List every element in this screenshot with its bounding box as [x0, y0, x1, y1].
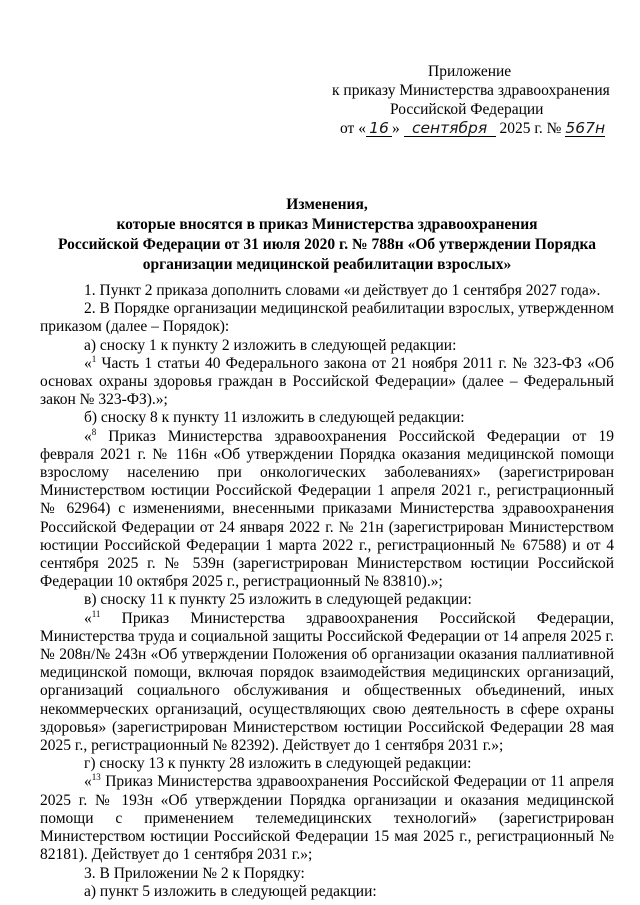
appendix-label: Приложение — [428, 63, 512, 80]
document-body — [40, 282, 614, 901]
paragraph-footnote-13 — [40, 773, 614, 864]
paragraph-footnote-1 — [40, 355, 614, 410]
footnote-1-text: Часть 1 статьи 40 Федерального закона от 21 ноября 2011 г. № 323-ФЗ «Об основах охраны здоровья граждан в Российской Федерации» (далее – Федеральный закон № 323-ФЗ).»; — [40, 354, 614, 409]
date-mid: » — [391, 120, 404, 137]
paragraph-footnote-11 — [40, 610, 614, 756]
paragraph-footnote-8 — [40, 428, 614, 592]
quote-open: « — [84, 427, 92, 445]
title-line-2: которые вносятся в приказ Министерства здравоохранения — [116, 216, 538, 233]
title-line-3: Российской Федерации от 31 июля 2020 г. № 788н «Об утверждении Порядка — [58, 236, 596, 253]
appendix-header — [322, 62, 622, 138]
footnote-8-text: Приказ Министерства здравоохранения Российской Федерации от 19 февраля 2021 г. № 116н «Об утверждении Порядка оказания медицинской помощи взрослому населению при онкологических заболеваниях» (зарегистрирован Министерством юстиции Российской Федерации 1 апреля 2021 г., регистрационный № 62964) с изменениями, внесенными приказами Министерства здравоохранения Российской Федерации от 24 января 2022 г. № 21н (зарегистрирован Министерством юстиции Российской Федерации 1 марта 2022 г., регистрационный № 67588) и от 4 сентября 2025 г. № 539н (зарегистрирован Министерством юстиции Российской Федерации 10 октября 2025 г., регистрационный № 83810).»; — [40, 427, 614, 591]
title-line-1: Изменения, — [286, 196, 368, 213]
appendix-order-ref: к приказу Министерства здравоохранения — [332, 82, 610, 99]
paragraph-7: в) сноску 11 к пункту 25 изложить в следующей редакции: — [84, 591, 472, 609]
handwritten-month: сентября — [404, 120, 496, 137]
paragraph-5: б) сноску 8 к пункту 11 изложить в следующей редакции: — [84, 409, 465, 427]
handwritten-order-number: 567н — [565, 119, 606, 137]
handwritten-day: 16 — [366, 120, 392, 137]
footnote-11-text: Приказ Министерства здравоохранения Российской Федерации, Министерства труда и социальной защиты Российской Федерации от 14 апреля 2025 г. № 208н/№ 243н «Об утверждении Положения об организации оказания паллиативной медицинской помощи, включая порядок взаимодействия медицинских организаций, организаций социального обслуживания и общественных объединений, иных некоммерческих организаций, осуществляющих свою деятельность в сфере охраны здоровья» (зарегистрирован Министерством юстиции Российской Федерации 28 мая 2025 г., регистрационный № 82392). Действует до 1 сентября 2031 г.»; — [40, 609, 614, 755]
footnote-mark-1: 1 — [91, 353, 97, 364]
order-date-line — [322, 119, 622, 138]
appendix-country: Российской Федерации — [390, 101, 544, 118]
document-title — [40, 195, 614, 275]
title-line-4: организации медицинской реабилитации взрослых» — [142, 256, 512, 273]
paragraph-2: 2. В Порядке организации медицинской реабилитации взрослых, утвержденном приказом (далее – Порядок): — [40, 300, 614, 336]
paragraph-11: 3. В Приложении № 2 к Порядку: — [84, 864, 305, 882]
paragraph-1: 1. Пункт 2 приказа дополнить словами «и действует до 1 сентября 2027 года». — [84, 282, 601, 299]
paragraph-12: а) пункт 5 изложить в следующей редакции: — [84, 882, 377, 900]
date-prefix: от « — [340, 120, 366, 137]
quote-open: « — [84, 609, 92, 627]
paragraph-3: а) сноску 1 к пункту 2 изложить в следующей редакции: — [84, 336, 457, 354]
footnote-mark-8: 8 — [91, 426, 97, 437]
footnote-mark-13: 13 — [91, 772, 101, 783]
quote-open: « — [84, 773, 92, 791]
paragraph-9: г) сноску 13 к пункту 28 изложить в следующей редакции: — [84, 755, 472, 773]
footnote-13-text: Приказ Министерства здравоохранения Российской Федерации от 11 апреля 2025 г. № 193н «Об утверждении Порядка организации и оказания медицинской помощи с применением телемедицинских технологий» (зарегистрирован Министерством юстиции Российской Федерации 15 мая 2025 г., регистрационный № 82181). Действует до 1 сентября 2031 г.»; — [40, 773, 614, 864]
date-suffix: 2025 г. № — [495, 120, 566, 137]
footnote-mark-11: 11 — [91, 608, 101, 619]
quote-open: « — [84, 354, 92, 372]
